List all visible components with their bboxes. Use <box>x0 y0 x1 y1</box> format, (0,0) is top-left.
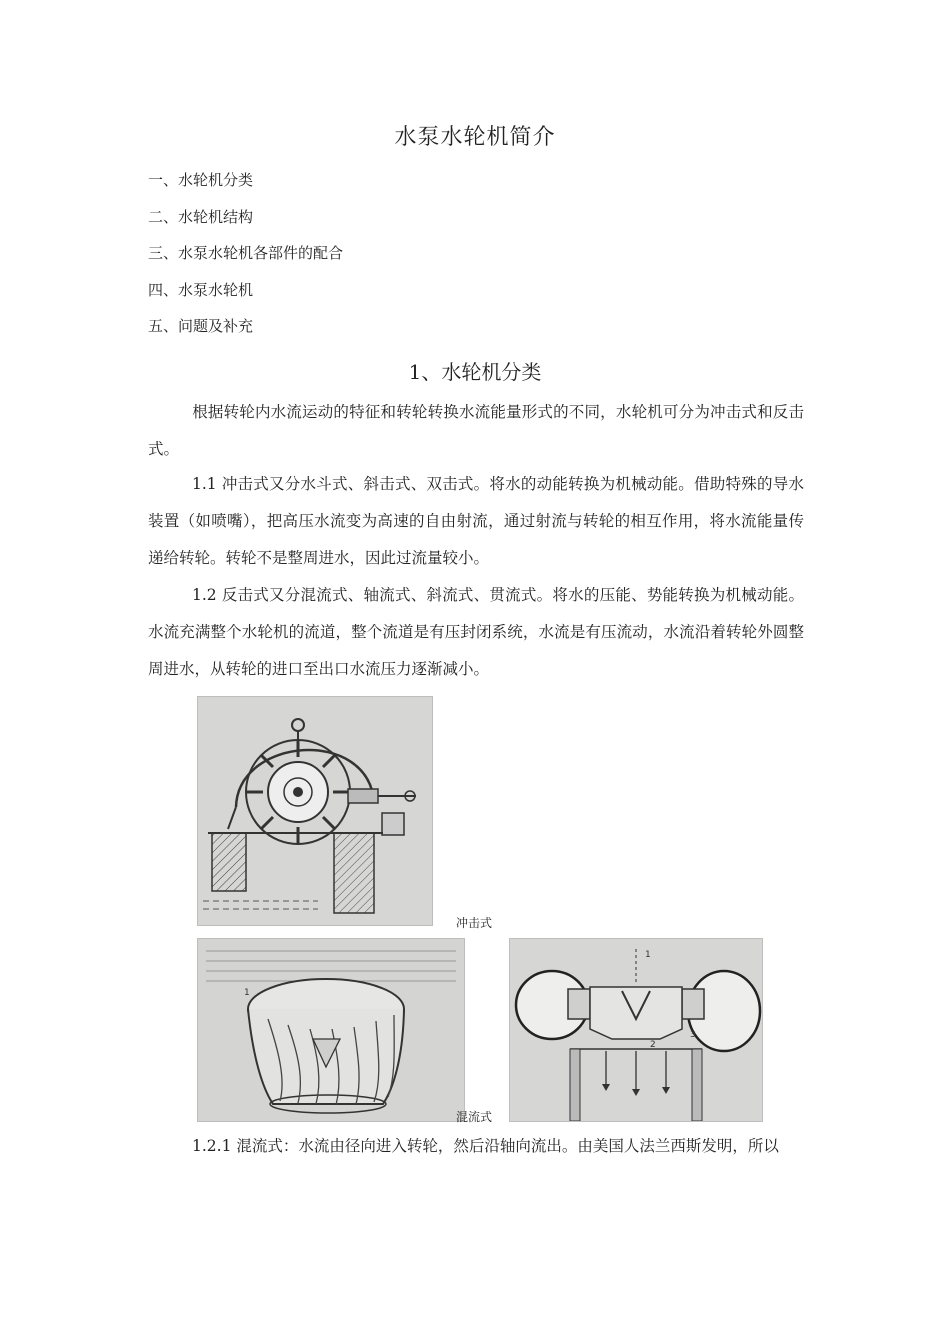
toc-item: 二、水轮机结构 <box>148 207 254 226</box>
francis-runner-drawing <box>198 939 464 1121</box>
paragraph-1-1 <box>148 466 804 577</box>
paragraph-1-2-1-text: 1.2.1 混流式：水流由径向进入转轮，然后沿轴向流出。由美国人法兰西斯发明，所以 <box>192 1137 779 1155</box>
toc-item: 五、问题及补充 <box>148 317 254 335</box>
paragraph-1-2 <box>148 577 804 688</box>
figure-caption-impulse: 冲击式 <box>456 916 493 930</box>
toc-item: 三、水泵水轮机各部件的配合 <box>148 244 344 262</box>
paragraph-intro-text: 根据转轮内水流运动的特征和转轮转换水流能量形式的不同，水轮机可分为冲击式和反击式。 <box>148 403 804 458</box>
section-heading: 1、水轮机分类 <box>408 360 542 384</box>
francis-runner-figure <box>197 938 465 1122</box>
paragraph-1-2-1 <box>148 1132 804 1160</box>
page-title: 水泵水轮机简介 <box>394 125 556 150</box>
impulse-turbine-figure <box>197 696 433 926</box>
paragraph-intro <box>148 394 804 468</box>
table-of-contents <box>148 168 343 351</box>
paragraph-1-2-text: 1.2 反击式又分混流式、轴流式、斜流式、贯流式。将水的压能、势能转换为机械动能。水流充满整个水轮机的流道，整个流道是有压封闭系统，水流是有压流动，水流沿着转轮外圆整周进水，从转轮的进口至出口水流压力逐渐减小。 <box>148 586 804 678</box>
figure-label: 3 <box>690 1030 696 1040</box>
francis-section-figure <box>509 938 763 1122</box>
paragraph-1-1-text: 1.1 冲击式又分水斗式、斜击式、双击式。将水的动能转换为机械动能。借助特殊的导水装置（如喷嘴），把高压水流变为高速的自由射流，通过射流与转轮的相互作用，将水流能量传递给转轮。转轮不是整周进水，因此过流量较小。 <box>148 475 804 567</box>
toc-item: 一、水轮机分类 <box>148 171 254 189</box>
figure-label: 2 <box>650 1040 656 1050</box>
figure-label: 1 <box>244 988 250 998</box>
figure-caption-francis: 混流式 <box>456 1110 493 1124</box>
francis-section-drawing <box>510 939 762 1121</box>
toc-item: 四、水泵水轮机 <box>148 280 254 299</box>
figure-label: 1 <box>645 950 651 960</box>
impulse-turbine-drawing <box>198 697 432 925</box>
